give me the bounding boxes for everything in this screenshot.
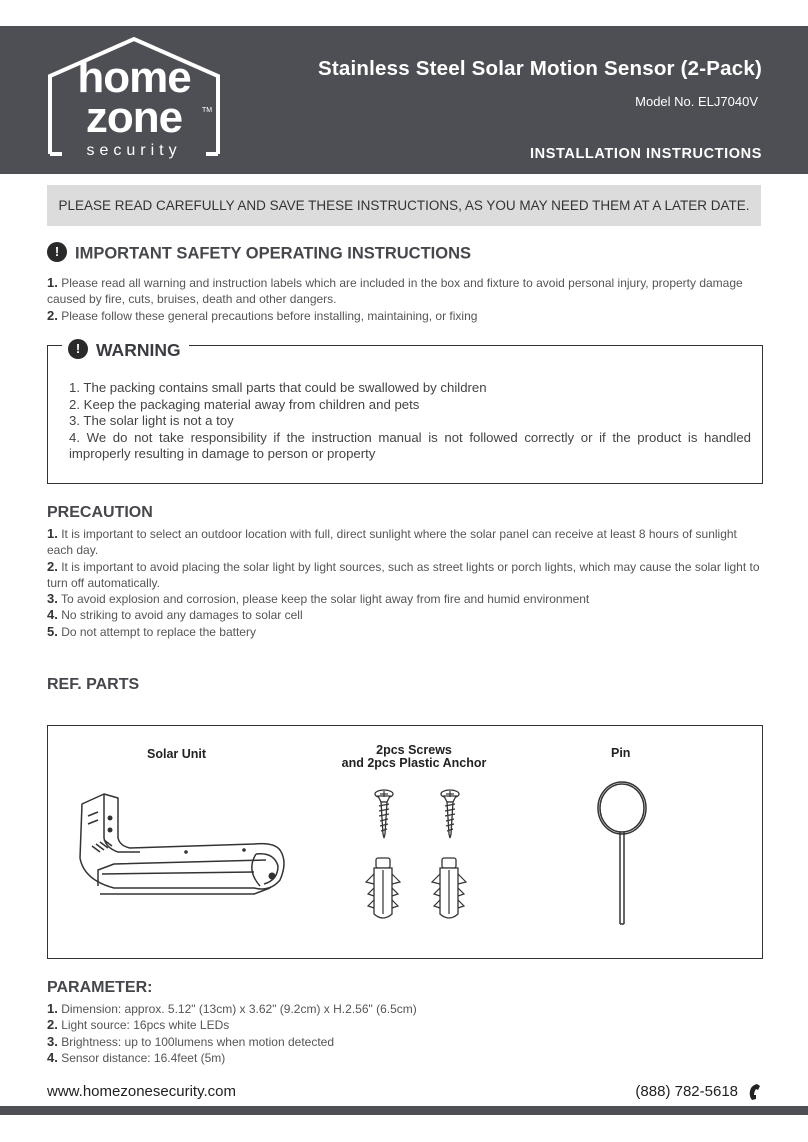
screw-illustration xyxy=(370,788,470,840)
pin-label: Pin xyxy=(611,746,631,760)
parameter-list xyxy=(47,1001,763,1066)
website-link[interactable]: www.homezonesecurity.com xyxy=(47,1083,236,1100)
list-item: 1. It is important to select an outdoor location with full, direct sunlight where the solar panel can receive at least 8 hours of sunlight each day. xyxy=(47,526,737,558)
model-number: Model No. ELJ7040V xyxy=(635,94,758,109)
installation-instructions-label: INSTALLATION INSTRUCTIONS xyxy=(530,146,762,162)
list-item: 2. It is important to avoid placing the solar light by light sources, such as street lights or porch lights, which may cause the solar light to turn off automatically. xyxy=(47,558,760,590)
list-item: 1. Please read all warning and instruction labels which are included in the box and fixture to avoid personal injury, property damage caused by fire, cuts, bruises, death and other dangers. xyxy=(47,275,743,307)
list-item: 5. Do not attempt to replace the battery xyxy=(47,623,256,639)
list-item: 3. Brightness: up to 100lumens when motion detected xyxy=(47,1033,335,1049)
safety-list xyxy=(47,275,763,324)
product-title: Stainless Steel Solar Motion Sensor (2-Pack) xyxy=(318,57,762,80)
list-item: 2. Please follow these general precautions before installing, maintaining, or fixing xyxy=(47,307,478,323)
precaution-list xyxy=(47,526,763,640)
logo-line-zone: zone xyxy=(85,93,183,142)
plastic-anchor-illustration xyxy=(362,856,472,924)
phone-icon xyxy=(746,1083,762,1101)
logo-line-security: security xyxy=(86,142,182,159)
solar-unit-illustration xyxy=(74,790,294,900)
phone-number[interactable]: (888) 782-5618 xyxy=(635,1083,738,1100)
logo-line-home: home xyxy=(77,53,191,102)
list-item: 4. We do not take responsibility if the instruction manual is not followed correctly or if the product is handled improperly resulting in damage to person or property xyxy=(69,429,751,461)
ref-parts-heading: REF. PARTS xyxy=(47,676,140,693)
list-item: 1. The packing contains small parts that could be swallowed by children xyxy=(69,380,487,395)
warning-list xyxy=(69,380,751,463)
list-item: 4. Sensor distance: 16.4feet (5m) xyxy=(47,1049,226,1065)
list-item: 4. No striking to avoid any damages to solar cell xyxy=(47,607,303,623)
list-item: 1. Dimension: approx. 5.12" (13cm) x 3.62" (9.2cm) x H.2.56" (6.5cm) xyxy=(47,1001,417,1016)
screws-label: 2pcs Screws and 2pcs Plastic Anchor xyxy=(341,743,487,770)
pin-illustration xyxy=(592,766,652,930)
exclamation-icon: ! xyxy=(68,339,88,359)
warning-heading: ! WARNING xyxy=(62,340,189,361)
footer-bar xyxy=(0,1106,808,1115)
logo-tm: TM xyxy=(202,107,213,114)
list-item: 3. The solar light is not a toy xyxy=(69,413,234,428)
read-carefully-banner: PLEASE READ CAREFULLY AND SAVE THESE INSTRUCTIONS, AS YOU MAY NEED THEM AT A LATER DATE. xyxy=(47,185,761,226)
solar-unit-label: Solar Unit xyxy=(147,747,207,761)
list-item: 3. To avoid explosion and corrosion, please keep the solar light away from fire and humid environment xyxy=(47,591,590,607)
safety-heading xyxy=(47,244,471,264)
home-zone-logo xyxy=(44,36,224,160)
list-item: 2. Light source: 16pcs white LEDs xyxy=(47,1017,230,1033)
parameter-heading: PARAMETER: xyxy=(47,979,153,996)
list-item: 2. Keep the packaging material away from children and pets xyxy=(69,396,420,412)
exclamation-icon: ! xyxy=(47,242,67,262)
safety-heading-text: IMPORTANT SAFETY OPERATING INSTRUCTIONS xyxy=(75,244,472,263)
precaution-heading: PRECAUTION xyxy=(47,504,153,521)
